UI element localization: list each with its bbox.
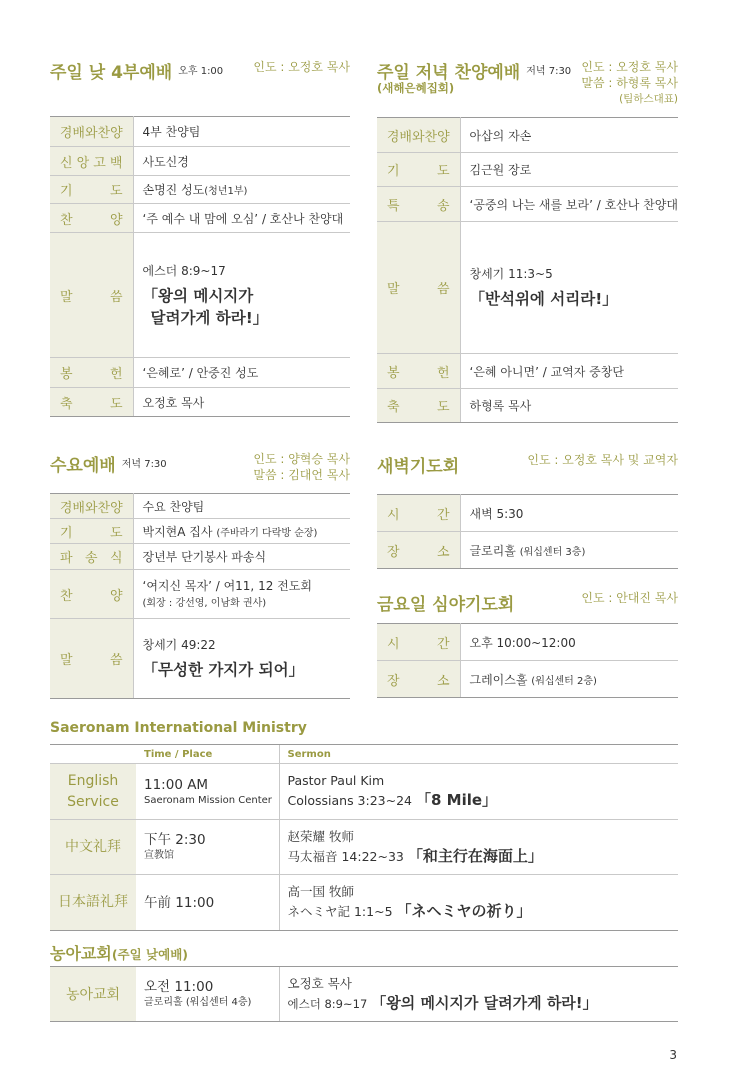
evening-title: 주일 저녁 찬양예배 $^{저녁 7:30}$ [377, 63, 572, 83]
row-label: 기 도 [50, 519, 133, 544]
table-row [377, 532, 678, 569]
service-sermon: Pastor Paul Kim Colossians 3:23~24 「8 Mile」 [279, 764, 678, 820]
header-sermon: Sermon [279, 745, 678, 764]
table-row [377, 354, 678, 389]
row-value: 손명진 성도(청년1부) [133, 176, 350, 204]
row-label: 축 도 [377, 389, 460, 423]
service-label: 농아교회 [50, 967, 136, 1022]
friday-table [377, 623, 678, 698]
sermon-ref: 에스더 8:9~17 [142, 263, 226, 278]
table-row [50, 820, 678, 875]
row-label: 찬 양 [50, 570, 133, 619]
dawn-table [377, 494, 678, 569]
row-value: 4부 찬양팀 [133, 117, 350, 147]
nonga-subtitle: (주일 낮예배) [111, 947, 188, 962]
evening-time: 저녁 7:30 [526, 66, 572, 77]
sermon-title: 「왕의 메시지가 달려가게 하라!」 [142, 286, 269, 327]
header-time-place: Time / Place [136, 745, 279, 764]
sunday4-title: 주일 낮 4부예배 $^{오후 1:00}$ [50, 63, 224, 83]
row-value-note: (청년1부) [204, 186, 248, 197]
table-row [50, 117, 350, 147]
row-label: 봉 헌 [377, 354, 460, 389]
evening-table [377, 117, 678, 423]
table-row [50, 147, 350, 176]
table-row [377, 118, 678, 153]
wednesday-leaders [253, 451, 350, 483]
row-label: 찬 양 [50, 204, 133, 233]
row-value: 수요 찬양팀 [133, 494, 350, 519]
service-time-place: 오전 11:00 글로리홀 (워십센터 4층) [136, 967, 279, 1022]
dawn-title: 새벽기도회 [377, 457, 460, 477]
sermon-cell [133, 233, 350, 358]
row-value-note: (주바라기 다락방 순장) [216, 527, 318, 539]
nonga-title: 농아교회(주일 낮예배) [50, 944, 188, 963]
row-label: 말 씀 [50, 619, 133, 699]
sermon-cell [133, 619, 350, 699]
table-row [50, 388, 350, 417]
table-header-row [50, 745, 678, 764]
friday-title: 금요일 심야기도회 [377, 595, 515, 615]
sunday4-leader: 인도 : 오정호 목사 [253, 60, 350, 74]
page-number: 3 [669, 1048, 677, 1062]
sermon-title: 「무성한 가지가 되어」 [142, 661, 305, 679]
table-row [50, 494, 350, 519]
row-value-note: (워십센터 3층) [519, 546, 586, 558]
row-label: 봉 헌 [50, 358, 133, 388]
friday-leader: 인도 : 안대진 목사 [581, 591, 678, 605]
row-value: ‘여지신 목자’ / 여11, 12 전도회 (회장 : 강선영, 이남화 권사) [133, 570, 350, 619]
table-row [377, 624, 678, 661]
row-label: 장 소 [377, 532, 460, 569]
wednesday-time: 저녁 7:30 [121, 459, 167, 470]
service-sermon: 오정호 목사 에스더 8:9~17 「왕의 메시지가 달려가게 하라!」 [279, 967, 678, 1022]
table-row [50, 764, 678, 820]
row-label: 장 소 [377, 661, 460, 698]
table-row [377, 222, 678, 354]
row-value: 오정호 목사 [133, 388, 350, 417]
dawn-leader: 인도 : 오정호 목사 및 교역자 [527, 453, 678, 467]
row-value: 장년부 단기봉사 파송식 [133, 544, 350, 570]
nonga-table [50, 966, 678, 1022]
row-label: 특 송 [377, 187, 460, 222]
row-value: ‘은혜 아니면’ / 교역자 중창단 [460, 354, 678, 389]
row-label: 경배와찬양 [50, 117, 133, 147]
row-value: 하형록 목사 [460, 389, 678, 423]
row-label: 경배와찬양 [377, 118, 460, 153]
row-label: 시 간 [377, 495, 460, 532]
international-table [50, 744, 678, 931]
table-row [50, 619, 350, 699]
row-value: ‘은혜로’ / 안중진 성도 [133, 358, 350, 388]
sunday4-time: 오후 1:00 [178, 66, 224, 77]
service-label: 中文礼拜 [50, 820, 136, 875]
row-label: 경배와찬양 [50, 494, 133, 519]
table-row [50, 519, 350, 544]
evening-preacher-note: (팀하스대표) [619, 93, 678, 105]
table-row [377, 661, 678, 698]
row-label: 기 도 [377, 153, 460, 187]
row-label: 파 송 식 [50, 544, 133, 570]
service-time-place: 午前 11:00 [136, 875, 279, 931]
service-time-place: 11:00 AM Saeronam Mission Center [136, 764, 279, 820]
evening-subtitle: (새해은혜집회) [377, 81, 455, 95]
sermon-ref: 창세기 11:3~5 [469, 267, 553, 281]
row-value: ‘공중의 나는 새를 보라’ / 호산나 찬양대 [460, 187, 678, 222]
wednesday-title: 수요예배 $^{저녁 7:30}$ [50, 456, 167, 476]
table-row [377, 187, 678, 222]
table-row [50, 544, 350, 570]
sunday4-table [50, 116, 350, 417]
service-sermon: 高一国 牧師 ネヘミヤ記 1:1~5 「ネヘミヤの祈り」 [279, 875, 678, 931]
evening-preacher: 말씀 : 하형록 목사 [581, 76, 678, 90]
table-row [377, 153, 678, 187]
wednesday-leader: 인도 : 양혁승 목사 [253, 452, 350, 466]
row-label: 기 도 [50, 176, 133, 204]
international-title: Saeronam International Ministry [50, 720, 307, 736]
service-sermon: 赵荣耀 牧师 马太福音 14:22~33 「和主行在海面上」 [279, 820, 678, 875]
row-value-note: (회장 : 강선영, 이남화 권사) [142, 598, 267, 609]
row-label: 말 씀 [50, 233, 133, 358]
table-row [377, 389, 678, 423]
wednesday-table [50, 493, 350, 699]
row-label: 신 앙 고 백 [50, 147, 133, 176]
row-value: 박지현A 집사 (주바라기 다락방 순장) [133, 519, 350, 544]
row-value: 그레이스홀 (워십센터 2층) [460, 661, 678, 698]
table-row [50, 233, 350, 358]
evening-leader: 인도 : 오정호 목사 [581, 60, 678, 74]
header-blank [50, 745, 136, 764]
table-row [50, 358, 350, 388]
table-row [50, 176, 350, 204]
service-label: 日本語礼拜 [50, 875, 136, 931]
sermon-cell [460, 222, 678, 354]
row-label: 말 씀 [377, 222, 460, 354]
table-row [377, 495, 678, 532]
row-value: 사도신경 [133, 147, 350, 176]
table-row [50, 967, 678, 1022]
evening-leaders [581, 59, 678, 107]
row-value: 글로리홀 (워십센터 3층) [460, 532, 678, 569]
wednesday-preacher: 말씀 : 김대언 목사 [253, 468, 350, 482]
row-value: 김근원 장로 [460, 153, 678, 187]
row-label: 시 간 [377, 624, 460, 661]
row-value: 오후 10:00~12:00 [460, 624, 678, 661]
table-row [50, 875, 678, 931]
sermon-ref: 창세기 49:22 [142, 638, 216, 652]
row-value: 아삽의 자손 [460, 118, 678, 153]
row-value-note: (워십센터 2층) [531, 675, 597, 687]
row-value: 새벽 5:30 [460, 495, 678, 532]
service-time-place: 下午 2:30 宣教馆 [136, 820, 279, 875]
table-row [50, 204, 350, 233]
table-row [50, 570, 350, 619]
service-label: English Service [50, 764, 136, 820]
sermon-title: 「반석위에 서리라!」 [469, 290, 618, 308]
row-label: 축 도 [50, 388, 133, 417]
row-value: ‘주 예수 내 맘에 오심’ / 호산나 찬양대 [133, 204, 350, 233]
